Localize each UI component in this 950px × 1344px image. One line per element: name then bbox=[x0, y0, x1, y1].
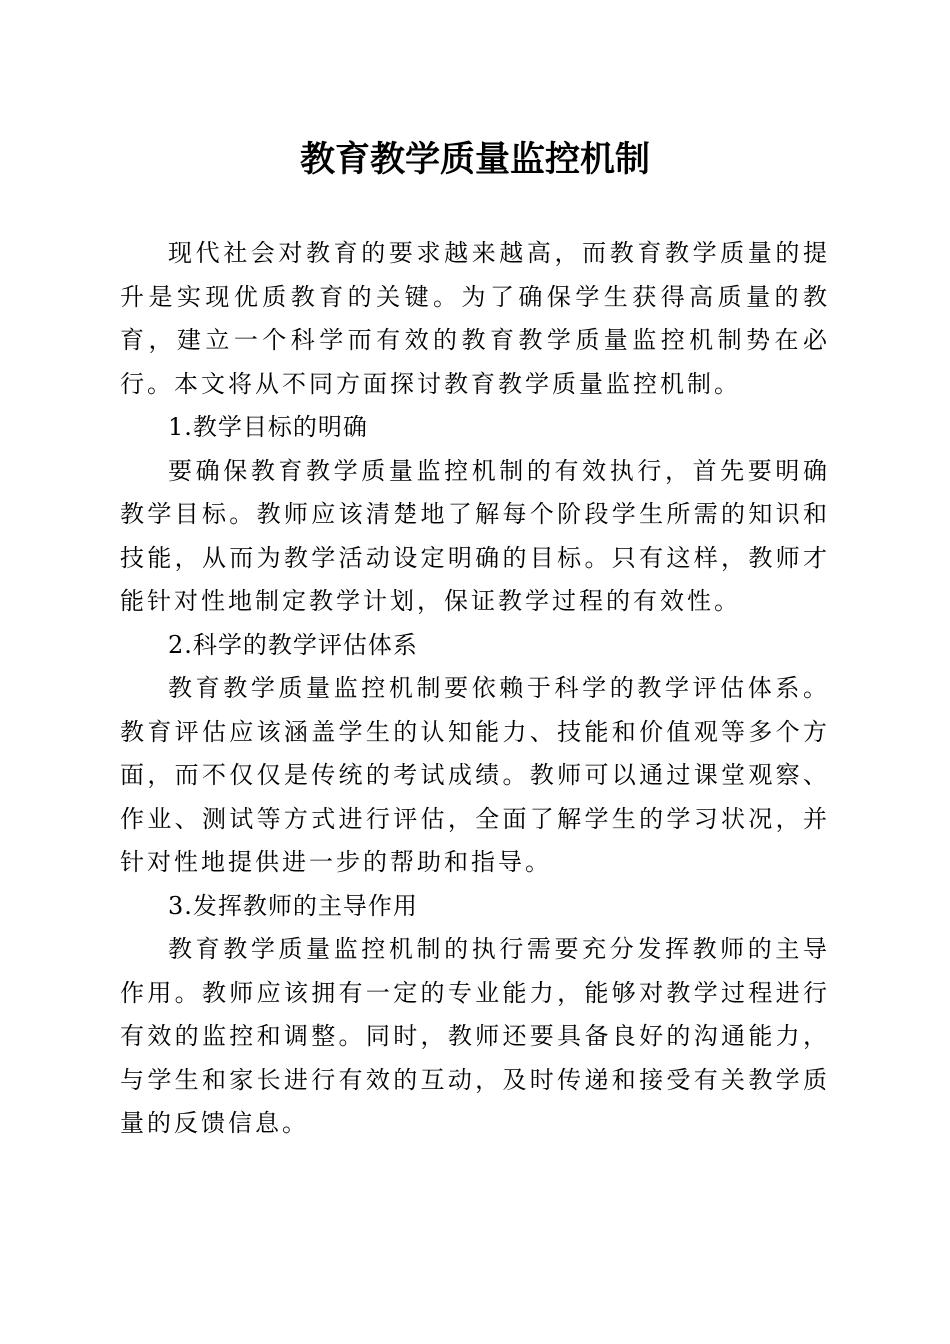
document-body bbox=[120, 232, 830, 1146]
section-paragraph-1: 要确保教育教学质量监控机制的有效执行，首先要明确教学目标。教师应该清楚地了解每个阶段学生所需的知识和技能，从而为教学活动设定明确的目标。只有这样，教师才能针对性地制定教学计划，保证教学过程的有效性。 bbox=[120, 456, 830, 615]
document-title: 教育教学质量监控机制 bbox=[299, 139, 650, 180]
section-heading-2: 2.科学的教学评估体系 bbox=[168, 630, 418, 659]
section-heading-1: 1.教学目标的明确 bbox=[168, 413, 368, 441]
section-heading-3: 3.发挥教师的主导作用 bbox=[168, 891, 418, 920]
section-paragraph-3: 教育教学质量监控机制的执行需要充分发挥教师的主导作用。教师应该拥有一定的专业能力，能够对教学过程进行有效的监控和调整。同时，教师还要具备良好的沟通能力，与学生和家长进行有效的互动，及时传递和接受有关教学质量的反馈信息。 bbox=[120, 935, 830, 1137]
intro-paragraph: 现代社会对教育的要求越来越高，而教育教学质量的提升是实现优质教育的关键。为了确保学生获得高质量的教育，建立一个科学而有效的教育教学质量监控机制势在必行。本文将从不同方面探讨教育教学质量监控机制。 bbox=[120, 239, 830, 398]
section-paragraph-2: 教育教学质量监控机制要依赖于科学的教学评估体系。教育评估应该涵盖学生的认知能力、技能和价值观等多个方面，而不仅仅是传统的考试成绩。教师可以通过课堂观察、作业、测试等方式进行评估，全面了解学生的学习状况，并针对性地提供进一步的帮助和指导。 bbox=[120, 674, 830, 876]
